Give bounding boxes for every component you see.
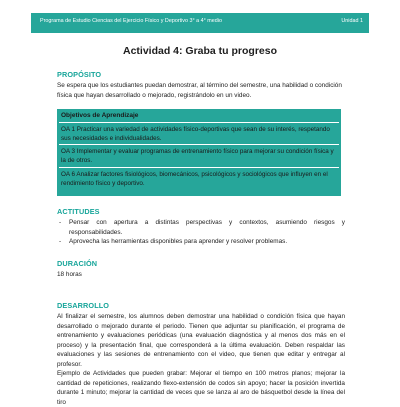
objective-text: Implementar y evaluar programas de entrenamiento físico para mejorar su condición física y la de otros.	[61, 148, 334, 165]
list-item	[57, 237, 345, 247]
proposito-text: Se espera que los estudiantes puedan demostrar, al término del semestre, una habilidad o condición física que hayan desarrollado o mejorado, registrándolo en un video.	[57, 82, 342, 99]
objective-code: OA 6	[61, 171, 76, 178]
duracion-value: 18 horas	[57, 271, 82, 278]
bullet-dash: -	[59, 238, 62, 246]
objective-item	[61, 147, 339, 165]
objective-code: OA 3	[61, 148, 76, 155]
page-title: Actividad 4: Graba tu progreso	[122, 45, 278, 57]
objective-text: Analizar factores fisiológicos, biomecánicos, psicológicos y sociológicos que influyen en el rendimiento físico y deportivo.	[61, 171, 328, 188]
desarrollo-paragraph: Al finalizar el semestre, los alumnos deben demostrar una habilidad o condición física que hayan desarrollado o mejorado durante el periodo. Tienen que adjuntar su planificación, el programa de entrenamiento y evaluaciones periódicas (una evaluación diagnóstica y al menos dos más en el proceso) y la presentación final, que corresponderá a la última evaluación. Deben respaldar las evaluaciones y las sesiones de entrenamiento con el video, que tienen que editar y entregar al profesor.	[57, 313, 345, 368]
desarrollo-paragraph: Ejemplo de Actividades que pueden grabar: Mejorar el tiempo en 100 metros planos; mejorar la cantidad de repeticiones, realizando flexo-extensión de codos sin apoyo; hacer la posición invertida durante 1 minuto; mejorar la cantidad de veces que se lanza al aro de básquetbol desde la línea del tiro	[57, 370, 345, 406]
bullet-dash: -	[59, 219, 62, 226]
actitudes-heading: ACTITUDES	[57, 207, 100, 216]
objective-item	[61, 170, 339, 188]
objective-item	[61, 125, 339, 143]
objective-text: Practicar una variedad de actividades físico-deportivas que sean de su interés, respetando sus necesidades e individualidades.	[61, 126, 330, 143]
objectives-divider	[59, 144, 339, 145]
program-title: Programa de Estudio Ciencias del Ejercicio Físico y Deportivo 3° a 4° medio	[40, 18, 222, 24]
objectives-divider	[59, 167, 339, 168]
objectives-box	[57, 109, 341, 196]
objectives-heading: Objetivos de Aprendizaje	[61, 112, 139, 119]
list-item-text: Pensar con apertura a distintas perspectivas y contextos, asumiendo riesgos y responsabilidades.	[69, 219, 345, 236]
unit-label: Unidad 1	[341, 18, 363, 24]
actitudes-list	[57, 218, 345, 247]
proposito-heading: PROPÓSITO	[57, 70, 102, 79]
duracion-heading: DURACIÓN	[57, 259, 98, 268]
desarrollo-heading: DESARROLLO	[57, 301, 110, 310]
list-item	[57, 218, 345, 237]
objective-code: OA 1	[61, 126, 76, 133]
objectives-divider	[59, 122, 339, 123]
document-header	[31, 13, 369, 33]
list-item-text: Aprovecha las herramientas disponibles para aprender y resolver problemas.	[69, 238, 288, 246]
